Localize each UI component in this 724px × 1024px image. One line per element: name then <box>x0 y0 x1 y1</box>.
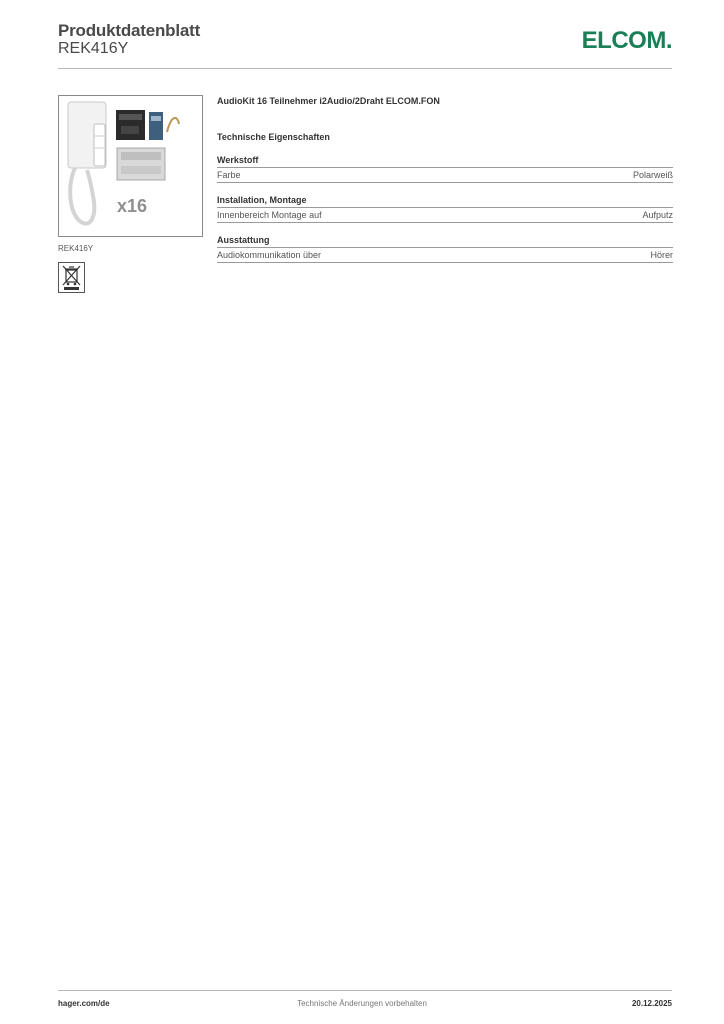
footer-disclaimer: Technische Änderungen vorbehalten <box>297 999 427 1008</box>
handset-cord <box>70 168 94 224</box>
image-caption: REK416Y <box>58 244 94 253</box>
property-value: Aufputz <box>642 210 673 220</box>
property-row <box>217 248 673 263</box>
weee-crossed-bin-icon <box>58 262 85 293</box>
property-group-werkstoff <box>217 155 673 183</box>
product-details <box>217 96 673 263</box>
footer-date: 20.12.2025 <box>631 999 672 1008</box>
section-title: Technische Eigenschaften <box>217 132 330 142</box>
product-name: AudioKit 16 Teilnehmer i2Audio/2Draht ELCOM.FON <box>217 96 440 106</box>
group-title: Ausstattung <box>217 235 673 248</box>
group-title: Installation, Montage <box>217 195 673 208</box>
property-label: Innenbereich Montage auf <box>217 210 322 220</box>
elcom-logo: ELCOM. <box>581 27 672 54</box>
page-title: Produktdatenblatt <box>58 21 201 40</box>
footer-website-link[interactable]: hager.com/de <box>58 999 110 1008</box>
property-label: Audiokommunikation über <box>217 250 322 260</box>
product-code: REK416Y <box>58 40 129 57</box>
property-group-ausstattung <box>217 235 673 263</box>
product-image <box>58 95 203 237</box>
footer-divider <box>58 990 672 991</box>
property-value: Hörer <box>650 250 673 260</box>
property-row <box>217 208 673 223</box>
group-title: Werkstoff <box>217 155 673 168</box>
header-divider <box>58 68 672 69</box>
intercom-keys <box>94 124 105 166</box>
property-value: Polarweiß <box>632 170 673 180</box>
quantity-label: x16 <box>117 196 148 216</box>
property-group-installation <box>217 195 673 223</box>
property-label: Farbe <box>217 170 241 180</box>
property-row <box>217 168 673 183</box>
